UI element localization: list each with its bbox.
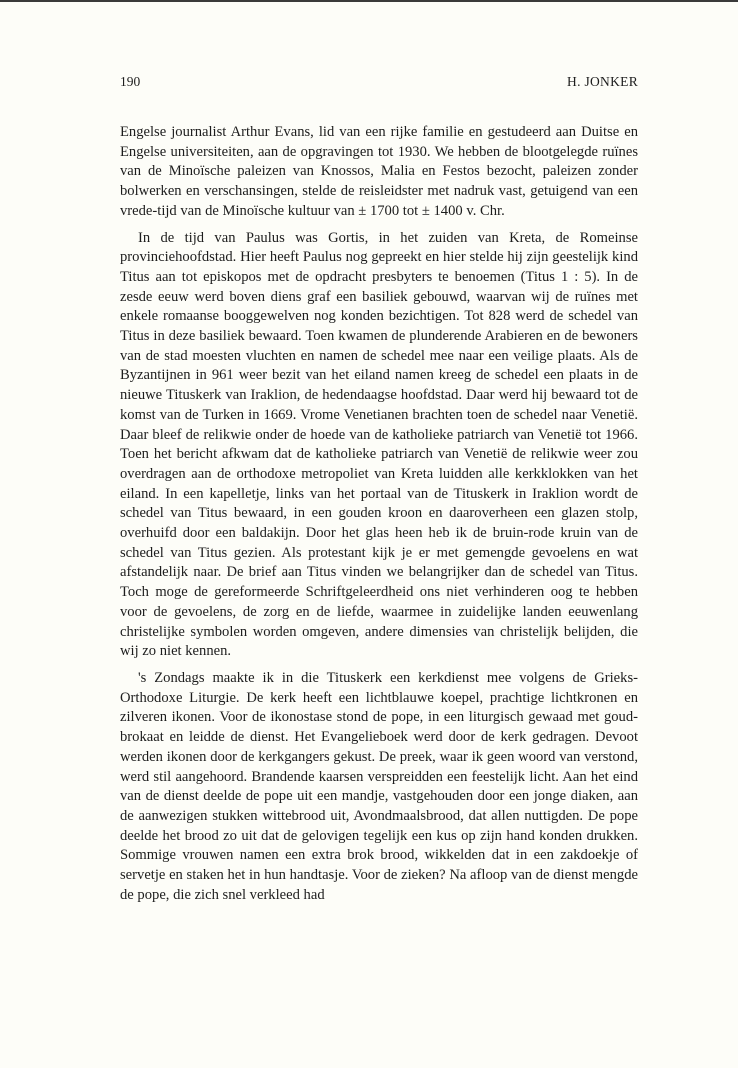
book-page [120,74,638,905]
text-body [120,123,638,905]
paragraph-1: Engelse journalist Arthur Evans, lid van een rijke familie en gestudeerd aan Duitse en Engelse universiteiten, aan de opgravingen tot 1930. We hebben de blootgelegde ruïnes van de Minoïsche paleizen van Knossos, Malia en Festos bezocht, paleizen zonder bolwerken en verschansingen, stelde de reisleidster met nadruk vast, getuigend van een vrede-tijd van de Minoïsche kultuur van ± 1700 tot ± 1400 v. Chr. [120,124,638,219]
paragraph-3: 's Zondags maakte ik in die Tituskerk een kerkdienst mee volgens de Grieks-Orthodoxe Liturgie. De kerk heeft een lichtblauwe koepel, prachtige lichtkronen en zilveren ikonen. Voor de ikonostase stond de pope, in een liturgisch gewaad met goud-brokaat en leidde de dienst. Het Evangelieboek werd door de kerk gedragen. Devoot werden ikonen door de kerkgangers gekust. De preek, waar ik geen woord van verstond, werd stil aangehoord. Brandende kaarsen verspreidden een feestelijk licht. Aan het eind van de dienst deelde de pope uit een mandje, vastgehouden door een jonge diaken, aan de aanwezigen stukken wittebrood uit, Avondmaalsbrood, dat allen nuttigden. De pope deelde het brood zo uit dat de gelovigen tegelijk een kus op zijn hand konden drukken. Sommige vrouwen namen een extra brok brood, wikkelden dat in een zakdoekje of servetje en staken het in hun handtasje. Voor de zieken? Na afloop van de dienst mengde de pope, die zich snel verkleed had [120,669,638,903]
running-title: H. JONKER [567,74,638,89]
page-header [120,74,638,96]
top-border-line [0,0,738,2]
paragraph-2: In de tijd van Paulus was Gortis, in het zuiden van Kreta, de Romeinse provinciehoofdstad. Hier heeft Paulus nog gepreekt en hier stelde hij zijn geestelijk kind Titus aan tot episkopos met de opdracht presbyters te benoemen (Titus 1 : 5). In de zesde eeuw werd boven diens graf een basiliek gebouwd, waarvan wij de ruïnes met enkele romaanse booggewelven nog konden bezichtigen. Tot 828 werd de schedel van Titus in deze basiliek bewaard. Toen kwamen de plunderende Arabieren en de bewoners van de stad moesten vluchten en namen de schedel mee naar een veilige plaats. Als de Byzantijnen in 961 weer bezit van het eiland namen kreeg de schedel een plaats in de nieuwe Tituskerk van Iraklion, de hedendaagse hoofdstad. Daar werd hij bewaard tot de komst van de Turken in 1669. Vrome Venetianen brachten toen de schedel naar Venetië. Daar bleef de relikwie onder de hoede van de katholieke patriarch van Venetië tot 1966. Toen het bericht afkwam dat de katholieke patriarch van Venetië de relikwie weer zou overdragen aan de orthodoxe metropoliet van Kreta luidden alle kerkklokken van het eiland. In een kapelletje, links van het portaal van de Tituskerk in Iraklion wordt de schedel van Titus bewaard, in een gouden kroon en daaroverheen een glazen stolp, overhuifd door een baldakijn. Door het glas heen heb ik de bruin-rode kruin van de schedel van Titus gezien. Als protestant kijk je er met gemengde gevoelens en wat afstandelijk naar. De brief aan Titus vinden we belangrijker dan de schedel van Titus. Toch moge de gereformeerde Schriftgeleerdheid ons niet verhinderen oog te hebben voor de gevoelens, de zorg en de liefde, waarmee in zuidelijke landen eeuwenlang christelijke symbolen worden omgeven, andere dimensies van christelijk belijden, die wij zo niet kennen. [120,229,638,660]
page-number: 190 [120,74,141,89]
